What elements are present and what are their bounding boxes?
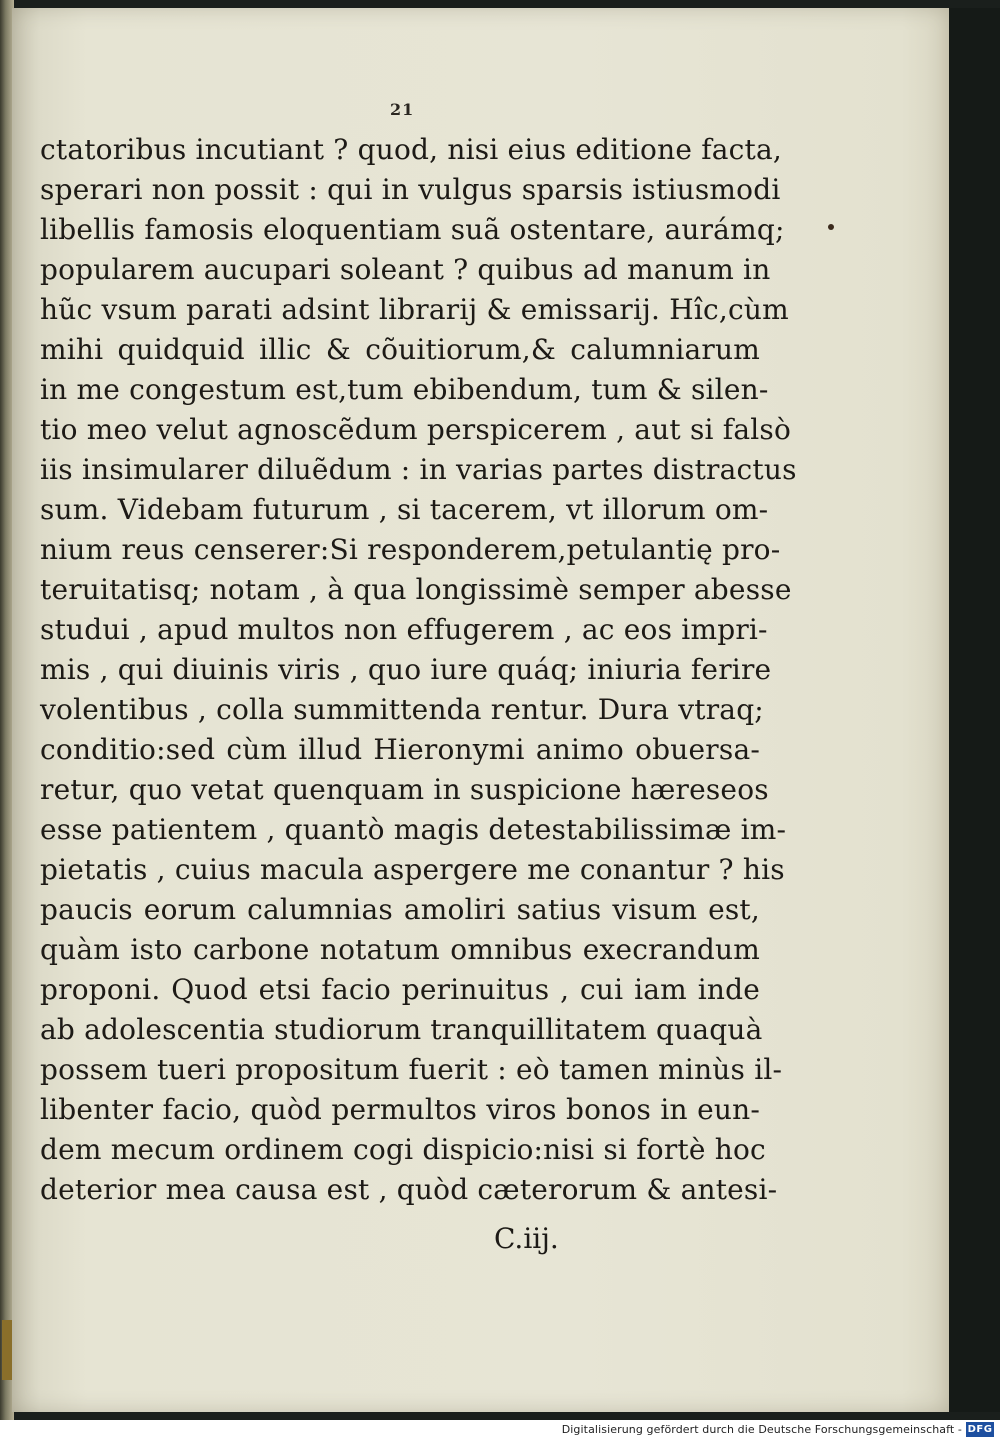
- text-line: ctatoribus incutiant ? quod, nisi eius editione facta,: [40, 133, 782, 166]
- text-line: retur, quo vetat quenquam in suspicione hæreseos: [40, 773, 769, 806]
- ink-spot: [828, 224, 834, 230]
- text-line: libellis famosis eloquentiam suã ostentare, aurámq;: [40, 213, 785, 246]
- text-line: dem mecum ordinem cogi dispicio:nisi si fortè hoc: [40, 1133, 766, 1166]
- text-line: volentibus , colla summittenda rentur. Dura vtraq;: [40, 693, 764, 726]
- dfg-logo[interactable]: DFG: [967, 1424, 993, 1435]
- text-line: sperari non possit : qui in vulgus sparsis istiusmodi: [40, 173, 781, 206]
- text-line: in me congestum est,tum ebibendum, tum & silen-: [40, 373, 769, 406]
- page-number: 21: [390, 100, 415, 119]
- text-line: pietatis , cuius macula aspergere me conantur ? his: [40, 853, 785, 886]
- footer-bar: [0, 1420, 1000, 1441]
- text-line: ab adolescentia studiorum tranquillitatem quaquà: [40, 1013, 763, 1046]
- text-line: mihi quidquid illic & cõuitiorum,& calumniarum: [40, 333, 760, 366]
- text-line: conditio:sed cùm illud Hieronymi animo obuersa-: [40, 733, 760, 766]
- text-line: libenter facio, quòd permultos viros bonos in eun-: [40, 1093, 760, 1126]
- text-line: iis insimularer diluẽdum : in varias partes distractus: [40, 453, 797, 486]
- text-line: tio meo velut agnoscẽdum perspicerem , aut si falsò: [40, 413, 792, 446]
- text-line: possem tueri propositum fuerit : eò tamen minùs il-: [40, 1053, 783, 1086]
- text-line: paucis eorum calumnias amoliri satius visum est,: [40, 893, 760, 926]
- scan-background-strip: [949, 8, 1000, 1412]
- text-line: proponi. Quod etsi facio perinuitus , cui iam inde: [40, 973, 760, 1006]
- text-line: esse patientem , quantò magis detestabilissimæ im-: [40, 813, 787, 846]
- text-line: popularem aucupari soleant ? quibus ad manum in: [40, 253, 771, 286]
- text-line: mis , qui diuinis viris , quo iure quáq; iniuria ferire: [40, 653, 772, 686]
- text-line: nium reus censerer:Si responderem,petulantię pro-: [40, 533, 781, 566]
- text-line: sum. Videbam futurum , si tacerem, vt illorum om-: [40, 493, 769, 526]
- text-line: deterior mea causa est , quòd cæterorum & antesi-: [40, 1173, 778, 1206]
- signature-mark: C.iij.: [494, 1222, 559, 1255]
- page-text-block: [40, 130, 797, 1210]
- text-line: teruitatisq; notam , à qua longissimè semper abesse: [40, 573, 792, 606]
- funding-credit: Digitalisierung gefördert durch die Deutsche Forschungsgemeinschaft -: [561, 1423, 962, 1436]
- text-line: quàm isto carbone notatum omnibus execrandum: [40, 933, 760, 966]
- text-line: studui , apud multos non effugerem , ac eos impri-: [40, 613, 768, 646]
- text-line: hũc vsum parati adsint librarij & emissarij. Hîc,cùm: [40, 293, 789, 326]
